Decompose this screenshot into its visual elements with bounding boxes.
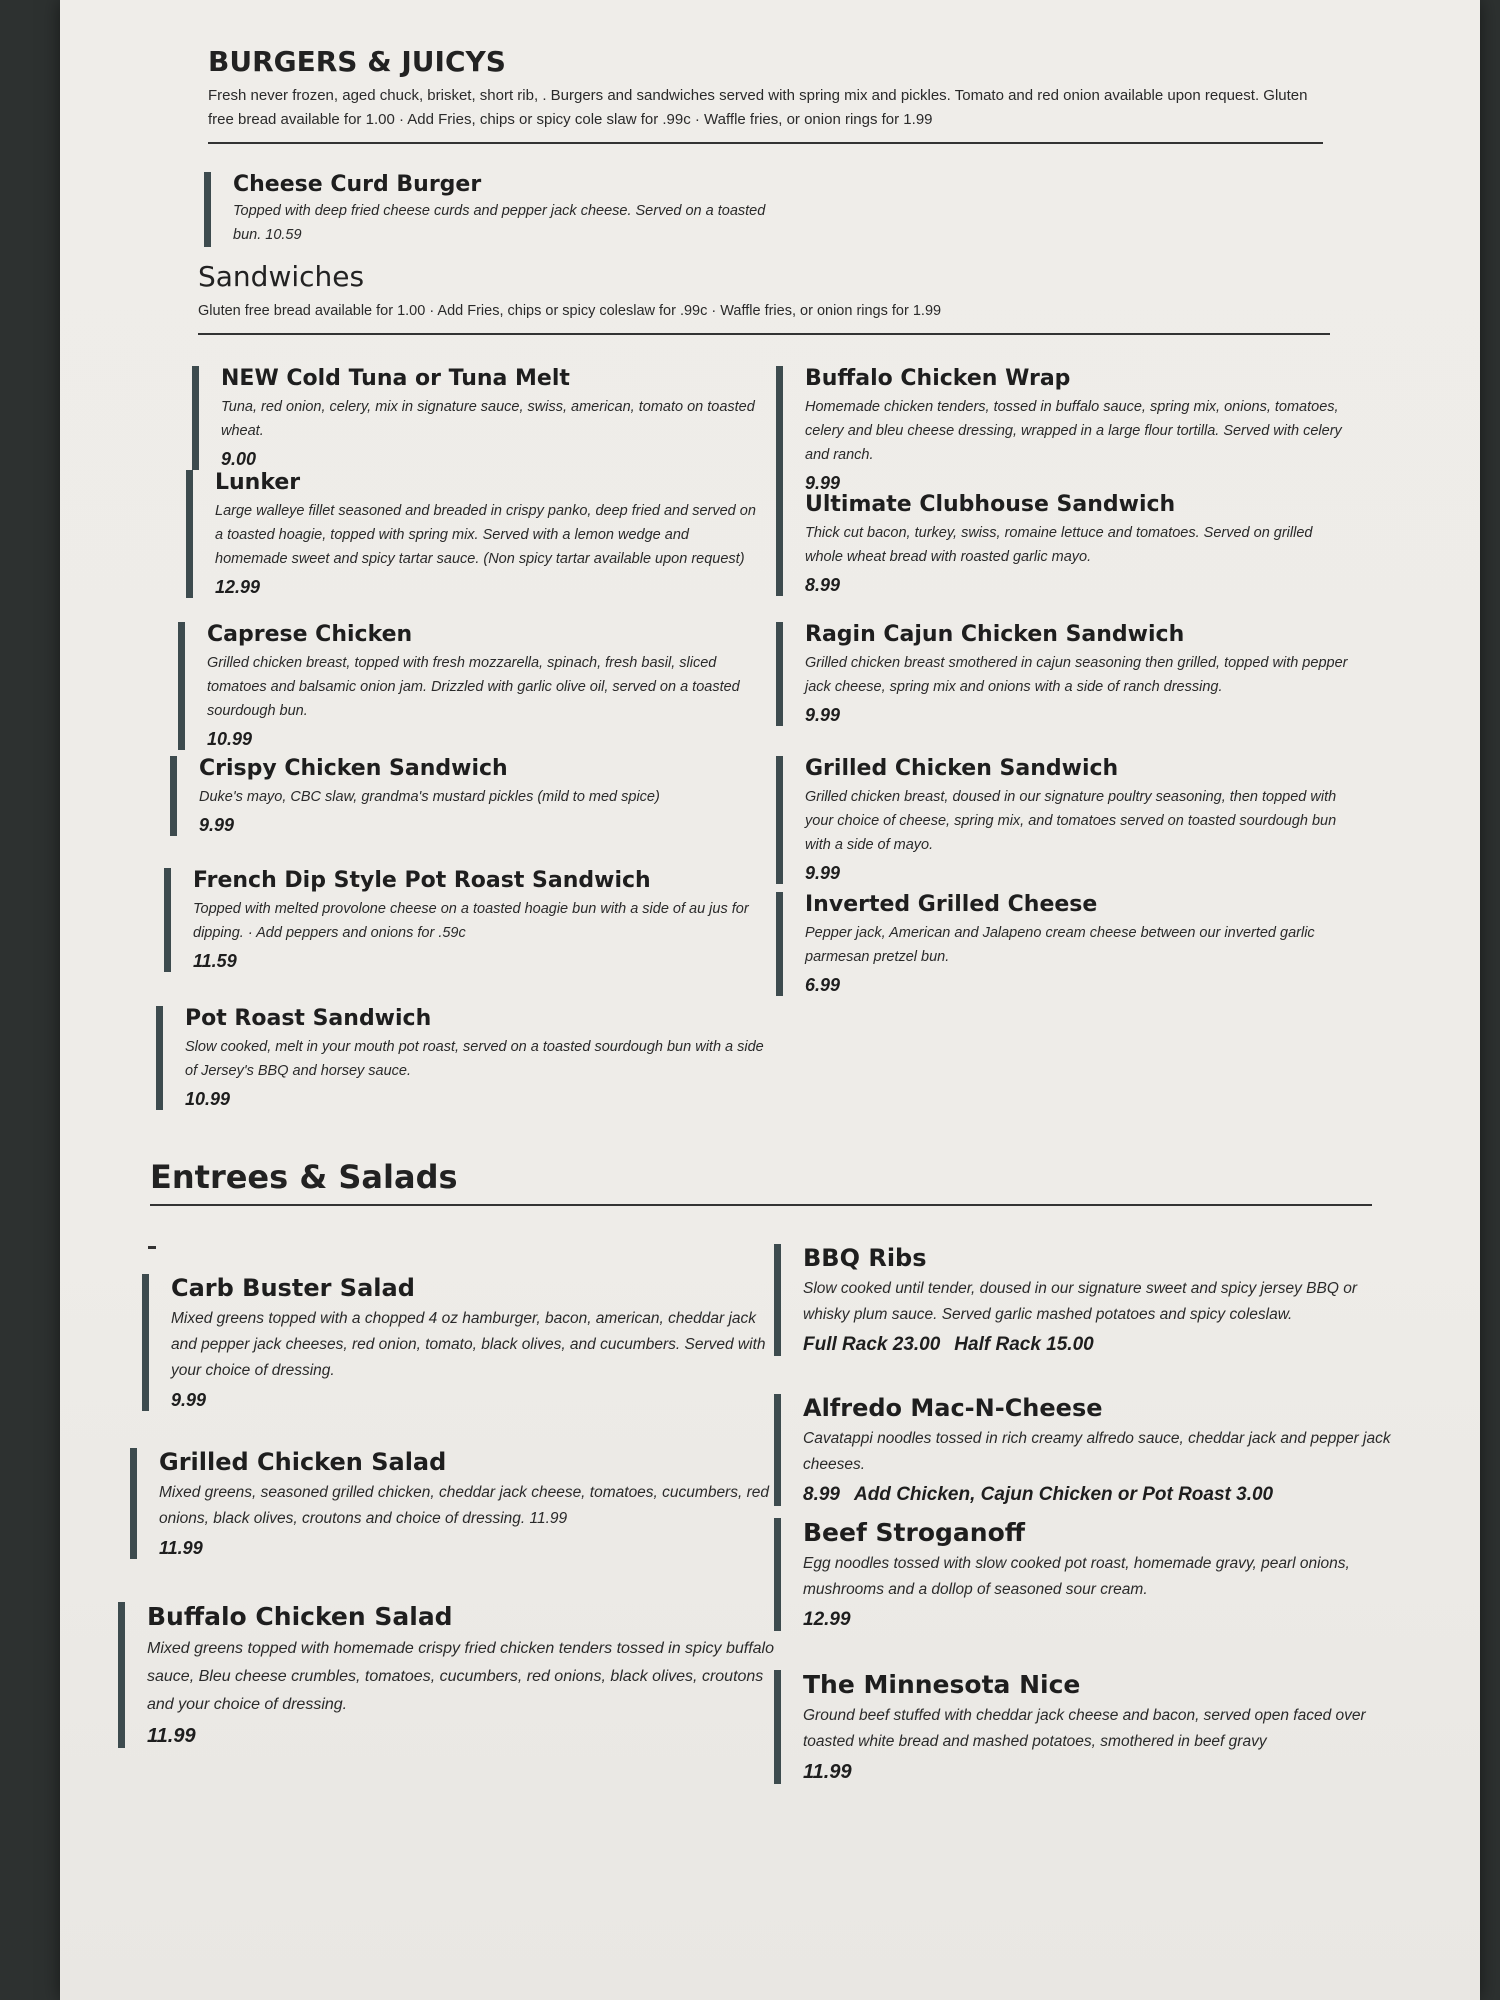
item-description: Grilled chicken breast smothered in cajun seasoning then grilled, topped with pepper jack cheese, spring mix and onions with a side of ranch dressing. xyxy=(805,655,1348,695)
item-price: 11.99 xyxy=(147,1725,196,1747)
item-name: The Minnesota Nice xyxy=(803,1670,1081,1699)
item-price: 11.99 xyxy=(159,1538,203,1558)
menu-item xyxy=(192,366,761,470)
item-name: Inverted Grilled Cheese xyxy=(805,892,1098,917)
item-price-row xyxy=(803,1484,1403,1506)
item-name: Pot Roast Sandwich xyxy=(185,1006,432,1031)
menu-item xyxy=(186,470,761,598)
item-name: Buffalo Chicken Salad xyxy=(147,1602,453,1631)
item-price: 8.99 xyxy=(805,575,841,595)
item-description: Topped with deep fried cheese curds and pepper jack cheese. Served on a toasted bun. 10.59 xyxy=(233,203,766,243)
item-description: Slow cooked until tender, doused in our signature sweet and spicy jersey BBQ or whisky plum sauce. Served garlic mashed potatoes and spicy coleslaw. xyxy=(803,1280,1358,1323)
item-name: Lunker xyxy=(215,470,301,495)
item-name: Caprese Chicken xyxy=(207,622,413,647)
item-description: Slow cooked, melt in your mouth pot roast, served on a toasted sourdough bun with a side of Jersey's BBQ and horsey sauce. xyxy=(185,1039,764,1079)
item-name: NEW Cold Tuna or Tuna Melt xyxy=(221,366,570,391)
section-divider xyxy=(208,142,1323,144)
item-description: Tuna, red onion, celery, mix in signature sauce, swiss, american, tomato on toasted wheat. xyxy=(221,399,755,439)
menu-item xyxy=(774,1244,1391,1356)
item-price-alt: Add Chicken, Cajun Chicken or Pot Roast 3.00 xyxy=(853,1484,1274,1505)
item-price: 9.99 xyxy=(805,863,841,883)
item-description: Mixed greens topped with homemade crispy fried chicken tenders tossed in spicy buffalo sauce, Bleu cheese crumbles, tomatoes, cucumbers, red onions, black olives, croutons and your choice of dressing. xyxy=(147,1640,774,1713)
item-price: 9.99 xyxy=(805,473,841,493)
menu-item xyxy=(774,1670,1407,1784)
item-description: Cavatappi noodles tossed in rich creamy alfredo sauce, cheddar jack and pepper jack cheeses. xyxy=(803,1430,1391,1473)
item-price-alt: Half Rack 15.00 xyxy=(954,1334,1094,1355)
item-price: 11.99 xyxy=(803,1761,852,1783)
item-price: 9.00 xyxy=(221,449,257,469)
decorative-dash xyxy=(148,1246,156,1249)
menu-item xyxy=(774,1394,1403,1506)
burgers-description: Fresh never frozen, aged chuck, brisket, short rib, . Burgers and sandwiches served with spring mix and pickles. Tomato and red onion available upon request. Gluten free bread available for 1.00 · Add Fries, chips or spicy cole slaw for .99c · Waffle fries, or onion rings for 1.99 xyxy=(208,87,1308,128)
item-price: 12.99 xyxy=(803,1609,851,1630)
section-divider xyxy=(198,333,1330,335)
item-price: Full Rack 23.00 xyxy=(803,1334,941,1355)
item-price: 12.99 xyxy=(215,577,261,597)
item-description: Homemade chicken tenders, tossed in buffalo sauce, spring mix, onions, tomatoes, celery and bleu cheese dressing, wrapped in a large flour tortilla. Served with celery and ranch. xyxy=(805,399,1342,463)
menu-item xyxy=(178,622,767,750)
item-description: Topped with melted provolone cheese on a toasted hoagie bun with a side of au jus for dipping. · Add peppers and onions for .59c xyxy=(193,901,749,941)
item-description: Grilled chicken breast, topped with fresh mozzarella, spinach, fresh basil, sliced tomatoes and balsamic onion jam. Drizzled with garlic olive oil, served on a toasted sourdough bun. xyxy=(207,655,740,719)
menu-item xyxy=(156,1006,773,1110)
menu-item xyxy=(164,868,773,972)
burgers-section xyxy=(208,45,1323,144)
menu-item xyxy=(170,756,767,836)
item-name: Cheese Curd Burger xyxy=(233,172,482,197)
section-divider xyxy=(150,1204,1372,1206)
sandwiches-section xyxy=(198,260,1330,335)
item-price: 11.59 xyxy=(193,951,237,971)
menu-item xyxy=(776,756,1365,884)
item-description: Duke's mayo, CBC slaw, grandma's mustard pickles (mild to med spice) xyxy=(199,789,660,805)
item-description: Egg noodles tossed with slow cooked pot roast, homemade gravy, pearl onions, mushrooms and a dollop of seasoned sour cream. xyxy=(803,1555,1350,1598)
item-name: Carb Buster Salad xyxy=(171,1274,415,1302)
menu-item xyxy=(204,172,793,247)
menu-item xyxy=(118,1602,785,1748)
item-name: Ragin Cajun Chicken Sandwich xyxy=(805,622,1185,647)
item-description: Grilled chicken breast, doused in our signature poultry seasoning, then topped with your choice of cheese, spring mix, and tomatoes served on toasted sourdough bun with a side of mayo. xyxy=(805,789,1337,853)
item-name: Grilled Chicken Salad xyxy=(159,1448,447,1476)
item-description: Large walleye fillet seasoned and breaded in crispy panko, deep fried and served on a toasted hoagie, topped with spring mix. Served with a lemon wedge and homemade sweet and spicy tartar sauce. (Non spicy tartar available upon request) xyxy=(215,503,756,567)
menu-item xyxy=(774,1518,1407,1631)
item-price: 8.99 xyxy=(803,1484,840,1505)
item-name: BBQ Ribs xyxy=(803,1244,927,1272)
sandwiches-description: Gluten free bread available for 1.00 · Add Fries, chips or spicy coleslaw for .99c · Waffle fries, or onion rings for 1.99 xyxy=(198,303,942,319)
item-name: Grilled Chicken Sandwich xyxy=(805,756,1119,781)
item-price: 9.99 xyxy=(805,705,841,725)
item-price: 10.99 xyxy=(185,1089,231,1109)
item-price: 6.99 xyxy=(805,975,841,995)
item-name: Alfredo Mac-N-Cheese xyxy=(803,1394,1103,1422)
menu-item xyxy=(776,622,1349,726)
item-name: Ultimate Clubhouse Sandwich xyxy=(805,492,1176,517)
item-description: Pepper jack, American and Jalapeno cream cheese between our inverted garlic parmesan pretzel bun. xyxy=(805,925,1315,965)
item-price: 9.99 xyxy=(199,815,235,835)
menu-item xyxy=(142,1274,785,1411)
item-name: Crispy Chicken Sandwich xyxy=(199,756,508,781)
menu-item xyxy=(776,366,1349,494)
burgers-title: BURGERS & JUICYS xyxy=(208,45,506,78)
entrees-title: Entrees & Salads xyxy=(150,1158,458,1196)
item-description: Mixed greens, seasoned grilled chicken, cheddar jack cheese, tomatoes, cucumbers, red onions, black olives, croutons and choice of dressing. 11.99 xyxy=(159,1484,769,1527)
menu-item xyxy=(776,892,1365,996)
item-price: 9.99 xyxy=(171,1390,207,1410)
menu-item xyxy=(776,492,1349,596)
item-name: French Dip Style Pot Roast Sandwich xyxy=(193,868,651,893)
item-price: 10.99 xyxy=(207,729,253,749)
item-name: Beef Stroganoff xyxy=(803,1518,1025,1547)
menu-item xyxy=(130,1448,785,1559)
item-price-row xyxy=(803,1334,1391,1356)
item-description: Thick cut bacon, turkey, swiss, romaine lettuce and tomatoes. Served on grilled whole wheat bread with roasted garlic mayo. xyxy=(805,525,1313,565)
item-description: Ground beef stuffed with cheddar jack cheese and bacon, served open faced over toasted white bread and mashed potatoes, smothered in beef gravy xyxy=(803,1707,1366,1750)
sandwiches-title: Sandwiches xyxy=(198,260,365,293)
item-description: Mixed greens topped with a chopped 4 oz hamburger, bacon, american, cheddar jack and pepper jack cheeses, red onion, tomato, black olives, and cucumbers. Served with your choice of dressing. xyxy=(171,1310,766,1379)
entrees-section xyxy=(150,1158,1372,1206)
item-name: Buffalo Chicken Wrap xyxy=(805,366,1071,391)
